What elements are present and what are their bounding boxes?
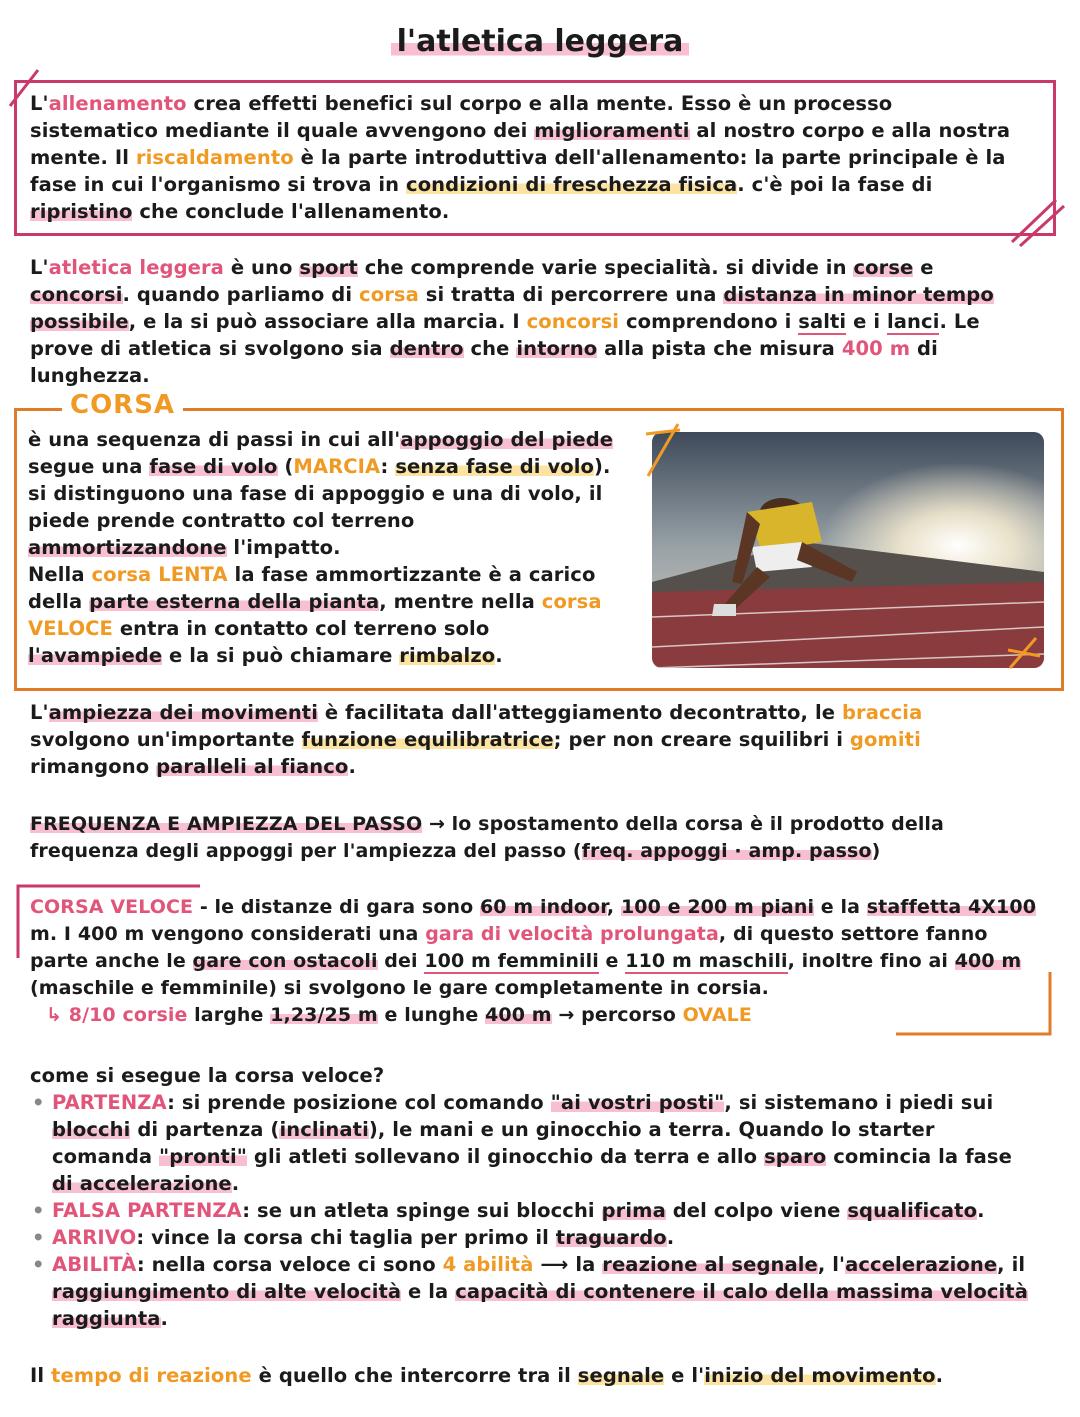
come-question: come si esegue la corsa veloce?	[30, 1064, 385, 1087]
list-item: • FALSA PARTENZA: se un atleta spinge sui blocchi prima del colpo viene squalificato.	[28, 1197, 1058, 1224]
frequenza-paragraph: FREQUENZA E AMPIEZZA DEL PASSO → lo spostamento della corsa è il prodotto della frequenza degli appoggi per l'ampiezza del passo (freq. appoggi · amp. passo)	[30, 813, 944, 862]
double-slash-icon	[1006, 194, 1066, 250]
arrow-icon: ↳	[46, 1004, 63, 1026]
corsa-veloce-list	[28, 1089, 1058, 1332]
photo-corner-mark-icon	[640, 420, 686, 480]
corsa-paragraph: è una sequenza di passi in cui all'appoggio del piede segue una fase di volo (MARCIA: senza fase di volo). si distinguono una fase di appoggio e una di volo, il piede prende contratto col terreno ammortizzandone l'impatto. Nella corsa LENTA la fase ammortizzante è a carico della parte esterna della pianta, mentre nella corsa VELOCE entra in contatto col terreno solo l'avampiede e la si può chiamare rimbalzo.	[28, 428, 614, 667]
page-title: l'atletica leggera	[0, 24, 1080, 59]
allenamento-paragraph: L'allenamento crea effetti benefici sul corpo e alla mente. Esso è un processo sistematico mediante il quale avvengono dei miglioramenti al nostro corpo e alla nostra mente. Il riscaldamento è la parte introduttiva dell'allenamento: la parte principale è la fase in cui l'organismo si trova in condizioni di freschezza fisica. c'è poi la fase di ripristino che conclude l'allenamento.	[30, 92, 1011, 223]
tempo-reazione-paragraph: Il tempo di reazione è quello che intercorre tra il segnale e l'inizio del movimento.	[30, 1364, 944, 1387]
atletica-paragraph: L'atletica leggera è uno sport che comprende varie specialità. si divide in corse e concorsi. quando parliamo di corsa si tratta di percorrere una distanza in minor tempo possibile, e la si può associare alla marcia. I concorsi comprendono i salti e i lanci. Le prove di atletica si svolgono sia dentro che intorno alla pista che misura 400 m di lunghezza.	[30, 256, 994, 387]
corsa-heading: CORSA	[62, 390, 183, 420]
corsa-veloce-paragraph: CORSA VELOCE - le distanze di gara sono 60 m indoor, 100 e 200 m piani e la staffetta 4X100 m. I 400 m vengono considerati una gara di velocità prolungata, di questo settore fanno parte anche le gare con ostacoli dei 100 m femminili e 110 m maschili, inoltre fino ai 400 m (maschile e femminile) si svolgono le gare completamente in corsia. ↳ 8/10 corsie larghe 1,23/25 m e lunghe 400 m → percorso OVALE	[30, 896, 1037, 1026]
list-item: • ARRIVO: vince la corsa chi taglia per primo il traguardo.	[28, 1224, 1058, 1251]
list-item: • ABILITÀ: nella corsa veloce ci sono 4 abilità ⟶ la reazione al segnale, l'accelerazione, il raggiungimento di alte velocità e la capacità di contenere il calo della massima velocità raggiunta.	[28, 1251, 1058, 1332]
ampiezza-paragraph: L'ampiezza dei movimenti è facilitata dall'atteggiamento decontratto, le braccia svolgono un'importante funzione equilibratrice; per non creare squilibri i gomiti rimangono paralleli al fianco.	[30, 701, 923, 778]
photo-corner-mark-icon	[1004, 634, 1044, 674]
sprinter-photo	[652, 432, 1044, 668]
list-item: • PARTENZA: si prende posizione col comando "ai vostri posti", si sistemano i piedi sui blocchi di partenza (inclinati), le mani e un ginocchio a terra. Quando lo starter comanda "pronti" gli atleti sollevano il ginocchio da terra e allo sparo comincia la fase di accelerazione.	[28, 1089, 1058, 1197]
